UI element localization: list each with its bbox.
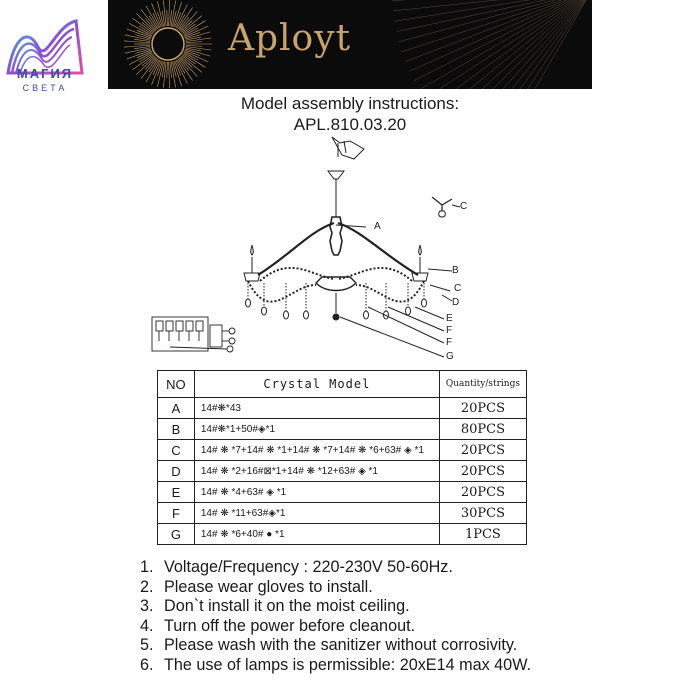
header-quantity: Quantity/strings <box>439 371 526 398</box>
mount-detail-icon <box>332 137 364 159</box>
note-text: Voltage/Frequency : 220-230V 50-60Hz. <box>164 558 453 576</box>
note-text: Don`t install it on the moist ceiling. <box>164 597 410 616</box>
row-no: B <box>158 419 195 440</box>
row-no: A <box>158 398 195 419</box>
row-crystal-model: 14#❋*43 <box>194 398 439 419</box>
header-crystal-model: Crystal Model <box>194 371 439 398</box>
part-label: E <box>446 313 453 324</box>
row-quantity: 20PCS <box>439 461 526 482</box>
row-quantity: 20PCS <box>439 398 526 419</box>
table-row <box>158 524 527 545</box>
row-no: F <box>158 503 195 524</box>
row-crystal-model: 14# ❋ *11+63#◈*1 <box>194 503 439 524</box>
note-text: Please wear gloves to install. <box>164 577 373 596</box>
part-label: C <box>454 283 462 294</box>
model-number: APL.810.03.20 <box>293 115 407 134</box>
table-row <box>158 419 527 440</box>
table-row <box>158 503 527 524</box>
part-label: B <box>452 265 459 276</box>
row-quantity: 20PCS <box>439 482 526 503</box>
note-text: Please wash with the sanitizer without corrosivity. <box>164 636 518 655</box>
row-no: G <box>158 524 195 545</box>
brand-banner <box>108 0 592 89</box>
row-quantity: 1PCS <box>439 524 526 545</box>
table-row <box>158 440 527 461</box>
note-number: 2. <box>140 577 154 596</box>
row-no: C <box>158 440 195 461</box>
row-quantity: 80PCS <box>439 419 526 440</box>
row-crystal-model: 14# ❋ *6+40# ● *1 <box>194 524 439 545</box>
row-quantity: 20PCS <box>439 440 526 461</box>
part-label: G <box>446 351 454 362</box>
header-no: NO <box>158 371 195 398</box>
note-number: 6. <box>140 655 154 674</box>
note-number: 5. <box>140 636 154 655</box>
table-row <box>158 482 527 503</box>
table-row <box>158 461 527 482</box>
row-no: D <box>158 461 195 482</box>
note-item <box>140 617 531 637</box>
note-text: Turn off the power before cleanout. <box>164 616 416 635</box>
chandelier-assembly-diagram <box>140 135 480 363</box>
logo-name: МАГИЯ <box>16 66 74 81</box>
note-item <box>140 636 531 656</box>
note-text: The use of lamps is permissible: 20xE14 max 40W. <box>164 655 532 674</box>
note-number: 1. <box>140 558 154 576</box>
note-item <box>140 578 531 598</box>
note-item <box>140 656 531 676</box>
note-item <box>140 558 531 578</box>
table-row <box>158 398 527 419</box>
crystal-spec-table <box>157 370 527 545</box>
part-label: D <box>452 297 460 308</box>
row-crystal-model: 14# ❋ *4+63# ◈ *1 <box>194 482 439 503</box>
logo-subtitle: СВЕТА <box>22 83 68 93</box>
page-title: Model assembly instructions: <box>240 94 460 113</box>
row-no: E <box>158 482 195 503</box>
instruction-notes <box>140 558 531 676</box>
part-label: F <box>446 337 453 348</box>
note-number: 3. <box>140 597 154 616</box>
part-label: F <box>446 325 453 336</box>
note-item <box>140 597 531 617</box>
table-header-row <box>158 371 527 398</box>
row-crystal-model: 14# ❋ *7+14# ❋ *1+14# ❋ *7+14# ❋ *6+63# ◈ *1 <box>194 440 439 461</box>
row-crystal-model: 14# ❋ *2+16#⊠*1+14# ❋ *12+63# ◈ *1 <box>194 461 439 482</box>
part-label: A <box>374 221 381 232</box>
row-quantity: 30PCS <box>439 503 526 524</box>
note-number: 4. <box>140 616 154 635</box>
row-crystal-model: 14#❋*1+50#◈*1 <box>194 419 439 440</box>
brand-name: Aployt <box>228 18 352 59</box>
part-label: C <box>460 201 468 212</box>
